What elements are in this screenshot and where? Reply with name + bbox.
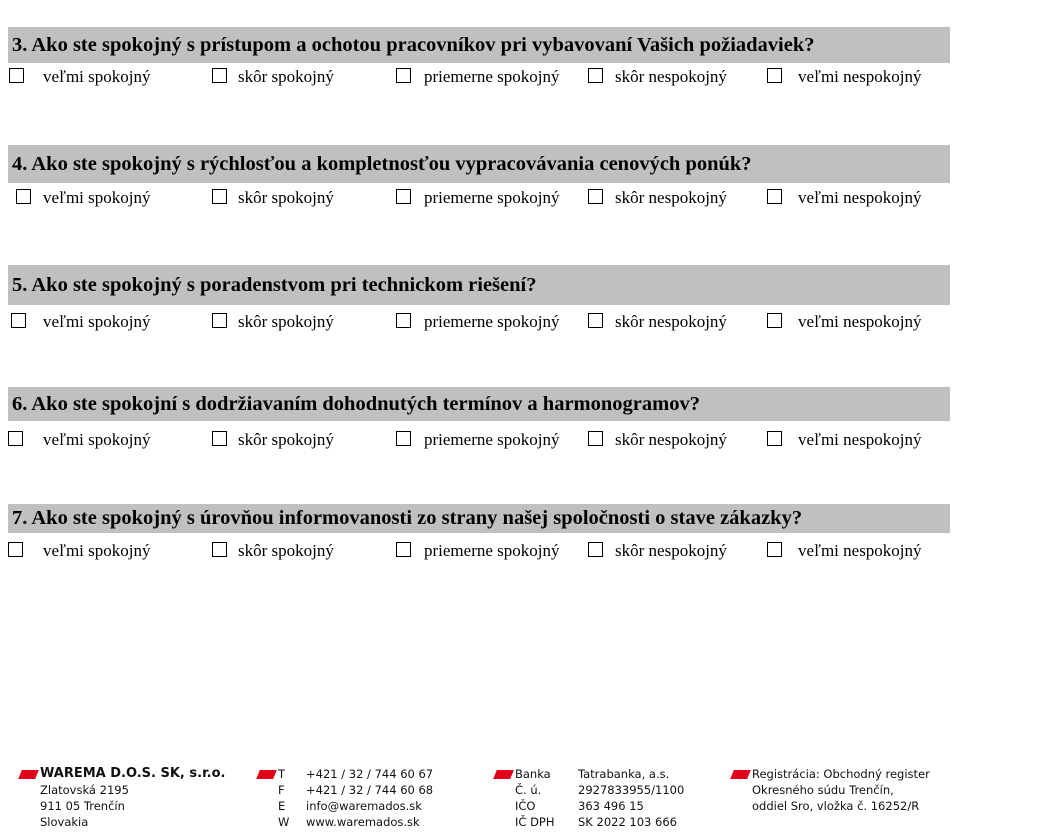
page-footer [0,760,1045,836]
option-label: priemerne spokojný [424,188,560,207]
checkbox[interactable] [767,313,782,328]
footer-row-key: E [278,799,286,813]
footer-row-key: Č. ú. [515,783,542,797]
option-label: veľmi spokojný [43,67,151,86]
checkbox[interactable] [212,68,227,83]
footer-row-value: Tatrabanka, a.s. [578,767,670,781]
option-label: skôr nespokojný [615,67,727,86]
checkbox[interactable] [212,313,227,328]
footer-row-value: +421 / 32 / 744 60 68 [306,783,434,797]
option-label: skôr spokojný [238,430,334,449]
warema-flag-icon [493,770,514,779]
checkbox[interactable] [588,431,603,446]
option-label: skôr nespokojný [615,312,727,331]
question-6-title: 6. Ako ste spokojní s dodržiavaním dohodnutých termínov a harmonogramov? [8,387,950,421]
option-label: priemerne spokojný [424,430,560,449]
option-label: veľmi nespokojný [798,541,922,560]
footer-row-value: SK 2022 103 666 [578,815,677,829]
checkbox[interactable] [11,313,26,328]
option-label: veľmi nespokojný [798,430,922,449]
footer-row-key: IČO [515,799,536,813]
checkbox[interactable] [396,189,411,204]
option-label: skôr spokojný [238,188,334,207]
warema-flag-icon [730,770,751,779]
checkbox[interactable] [396,313,411,328]
registration-line-1: Registrácia: Obchodný register [752,767,930,781]
checkbox[interactable] [767,542,782,557]
checkbox[interactable] [8,542,23,557]
option-label: veľmi spokojný [43,430,151,449]
footer-row-value: +421 / 32 / 744 60 67 [306,767,434,781]
checkbox[interactable] [767,68,782,83]
question-3-title: 3. Ako ste spokojný s prístupom a ochotou pracovníkov pri vybavovaní Vašich požiadaviek? [8,27,950,63]
footer-row-value: 363 496 15 [578,799,644,813]
checkbox[interactable] [396,542,411,557]
footer-row-key: IČ DPH [515,815,555,829]
option-label: skôr spokojný [238,67,334,86]
company-city: 911 05 Trenčín [40,799,125,813]
option-label: skôr spokojný [238,312,334,331]
question-7-title: 7. Ako ste spokojný s úrovňou informovanosti zo strany našej spoločnosti o stave zákazky? [8,504,950,533]
checkbox[interactable] [396,68,411,83]
checkbox[interactable] [16,189,31,204]
option-label: veľmi spokojný [43,188,151,207]
checkbox[interactable] [588,542,603,557]
checkbox[interactable] [588,189,603,204]
registration-line-3: oddiel Sro, vložka č. 16252/R [752,799,920,813]
option-label: skôr nespokojný [615,188,727,207]
checkbox[interactable] [588,313,603,328]
checkbox[interactable] [396,431,411,446]
footer-row-key: F [278,783,285,797]
footer-row-key: T [278,767,286,781]
option-label: priemerne spokojný [424,67,560,86]
option-label: priemerne spokojný [424,312,560,331]
registration-line-2: Okresného súdu Trenčín, [752,783,894,797]
option-label: skôr nespokojný [615,430,727,449]
footer-row-value: 2927833955/1100 [578,783,685,797]
option-label: veľmi nespokojný [798,312,922,331]
option-label: veľmi spokojný [43,312,151,331]
company-country: Slovakia [40,815,89,829]
checkbox[interactable] [8,431,23,446]
option-label: veľmi nespokojný [798,188,922,207]
footer-row-value: www.waremados.sk [306,815,420,829]
question-5-title: 5. Ako ste spokojný s poradenstvom pri technickom riešení? [8,265,950,305]
option-label: veľmi spokojný [43,541,151,560]
option-label: priemerne spokojný [424,541,560,560]
checkbox[interactable] [767,189,782,204]
footer-row-key: Banka [515,767,551,781]
company-street: Zlatovská 2195 [40,783,129,797]
checkbox[interactable] [212,189,227,204]
warema-flag-icon [18,770,39,779]
checkbox[interactable] [212,542,227,557]
option-label: skôr spokojný [238,541,334,560]
footer-row-key: W [278,815,290,829]
option-label: skôr nespokojný [615,541,727,560]
checkbox[interactable] [588,68,603,83]
checkbox[interactable] [9,68,24,83]
option-label: veľmi nespokojný [798,67,922,86]
company-name: WAREMA D.O.S. SK, s.r.o. [40,766,226,781]
footer-row-value: info@waremados.sk [306,799,422,813]
checkbox[interactable] [767,431,782,446]
warema-flag-icon [256,770,277,779]
question-4-title: 4. Ako ste spokojný s rýchlosťou a kompletnosťou vypracovávania cenových ponúk? [8,145,950,183]
checkbox[interactable] [212,431,227,446]
